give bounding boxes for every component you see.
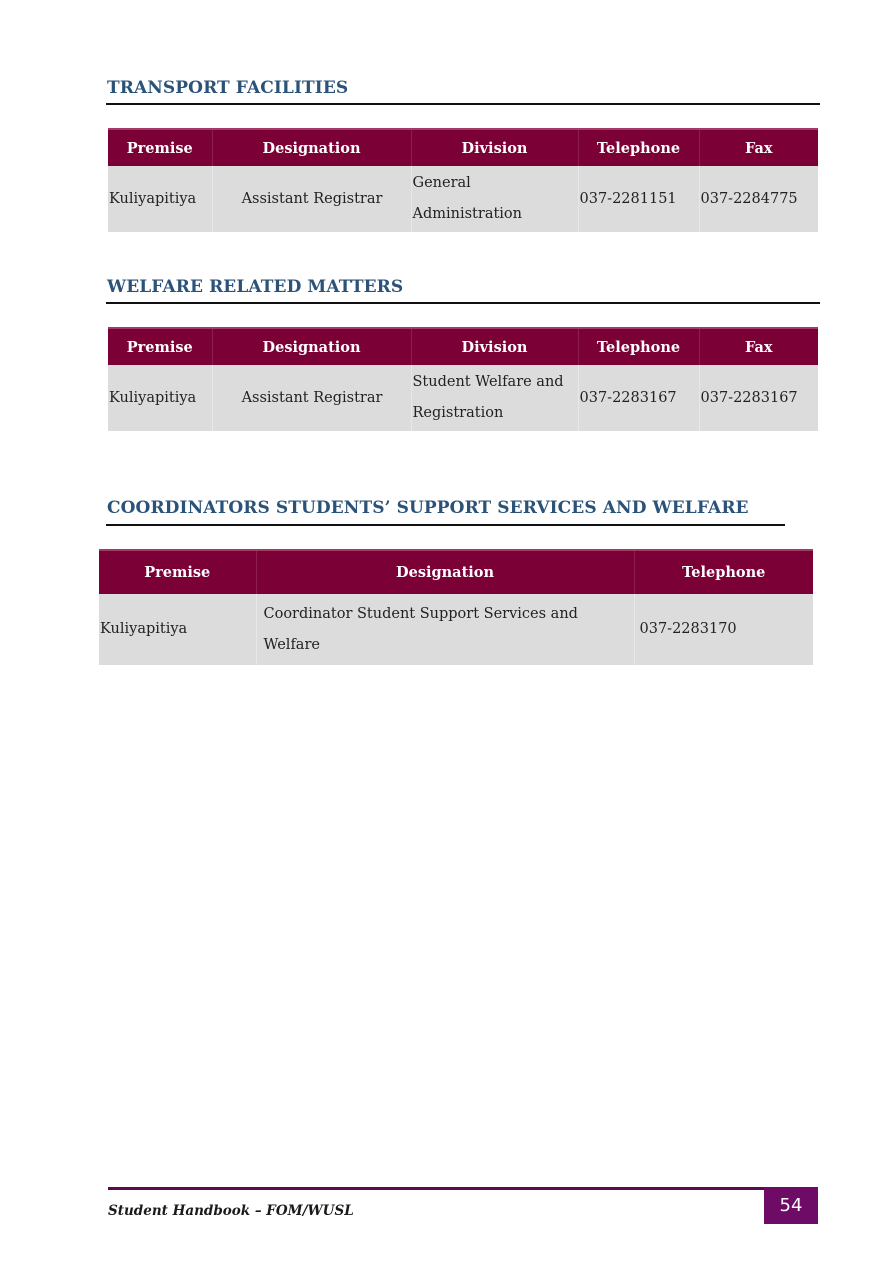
table-header-row (108, 328, 818, 365)
cell-division: General Administration (411, 166, 578, 232)
column-header: Fax (699, 328, 818, 365)
cell-telephone: 037-2281151 (578, 166, 699, 232)
column-header: Designation (256, 550, 634, 594)
table-header-row (99, 550, 813, 594)
cell-telephone: 037-2283170 (634, 594, 813, 665)
section-title-transport: TRANSPORT FACILITIES (107, 78, 349, 98)
section-rule-coordinators (106, 524, 785, 526)
section-title-coordinators: COORDINATORS STUDENTS’ SUPPORT SERVICES AND WELFARE (107, 498, 749, 518)
footer-rule (108, 1187, 764, 1190)
column-header: Division (411, 129, 578, 166)
table-row (108, 166, 818, 232)
section-rule-transport (106, 103, 820, 105)
column-header: Telephone (578, 328, 699, 365)
column-header: Division (411, 328, 578, 365)
coordinators-table (99, 549, 813, 665)
cell-division: Student Welfare and Registration (411, 365, 578, 431)
cell-telephone: 037-2283167 (578, 365, 699, 431)
cell-designation: Assistant Registrar (212, 166, 411, 232)
table-row (99, 594, 813, 665)
column-header: Designation (212, 328, 411, 365)
cell-premise: Kuliyapitiya (108, 166, 212, 232)
cell-fax: 037-2284775 (699, 166, 818, 232)
table-row (108, 365, 818, 431)
cell-designation: Assistant Registrar (212, 365, 411, 431)
column-header: Premise (99, 550, 256, 594)
column-header: Fax (699, 129, 818, 166)
cell-designation: Coordinator Student Support Services and Welfare (256, 594, 634, 665)
cell-premise: Kuliyapitiya (108, 365, 212, 431)
footer-title: Student Handbook – FOM/WUSL (108, 1203, 354, 1219)
section-rule-welfare (106, 302, 820, 304)
page-number: 54 (764, 1187, 818, 1224)
cell-premise: Kuliyapitiya (99, 594, 256, 665)
cell-fax: 037-2283167 (699, 365, 818, 431)
column-header: Telephone (634, 550, 813, 594)
table-header-row (108, 129, 818, 166)
transport-table (108, 128, 818, 232)
column-header: Designation (212, 129, 411, 166)
column-header: Telephone (578, 129, 699, 166)
column-header: Premise (108, 129, 212, 166)
column-header: Premise (108, 328, 212, 365)
welfare-table (108, 327, 818, 431)
section-title-welfare: WELFARE RELATED MATTERS (107, 277, 404, 297)
